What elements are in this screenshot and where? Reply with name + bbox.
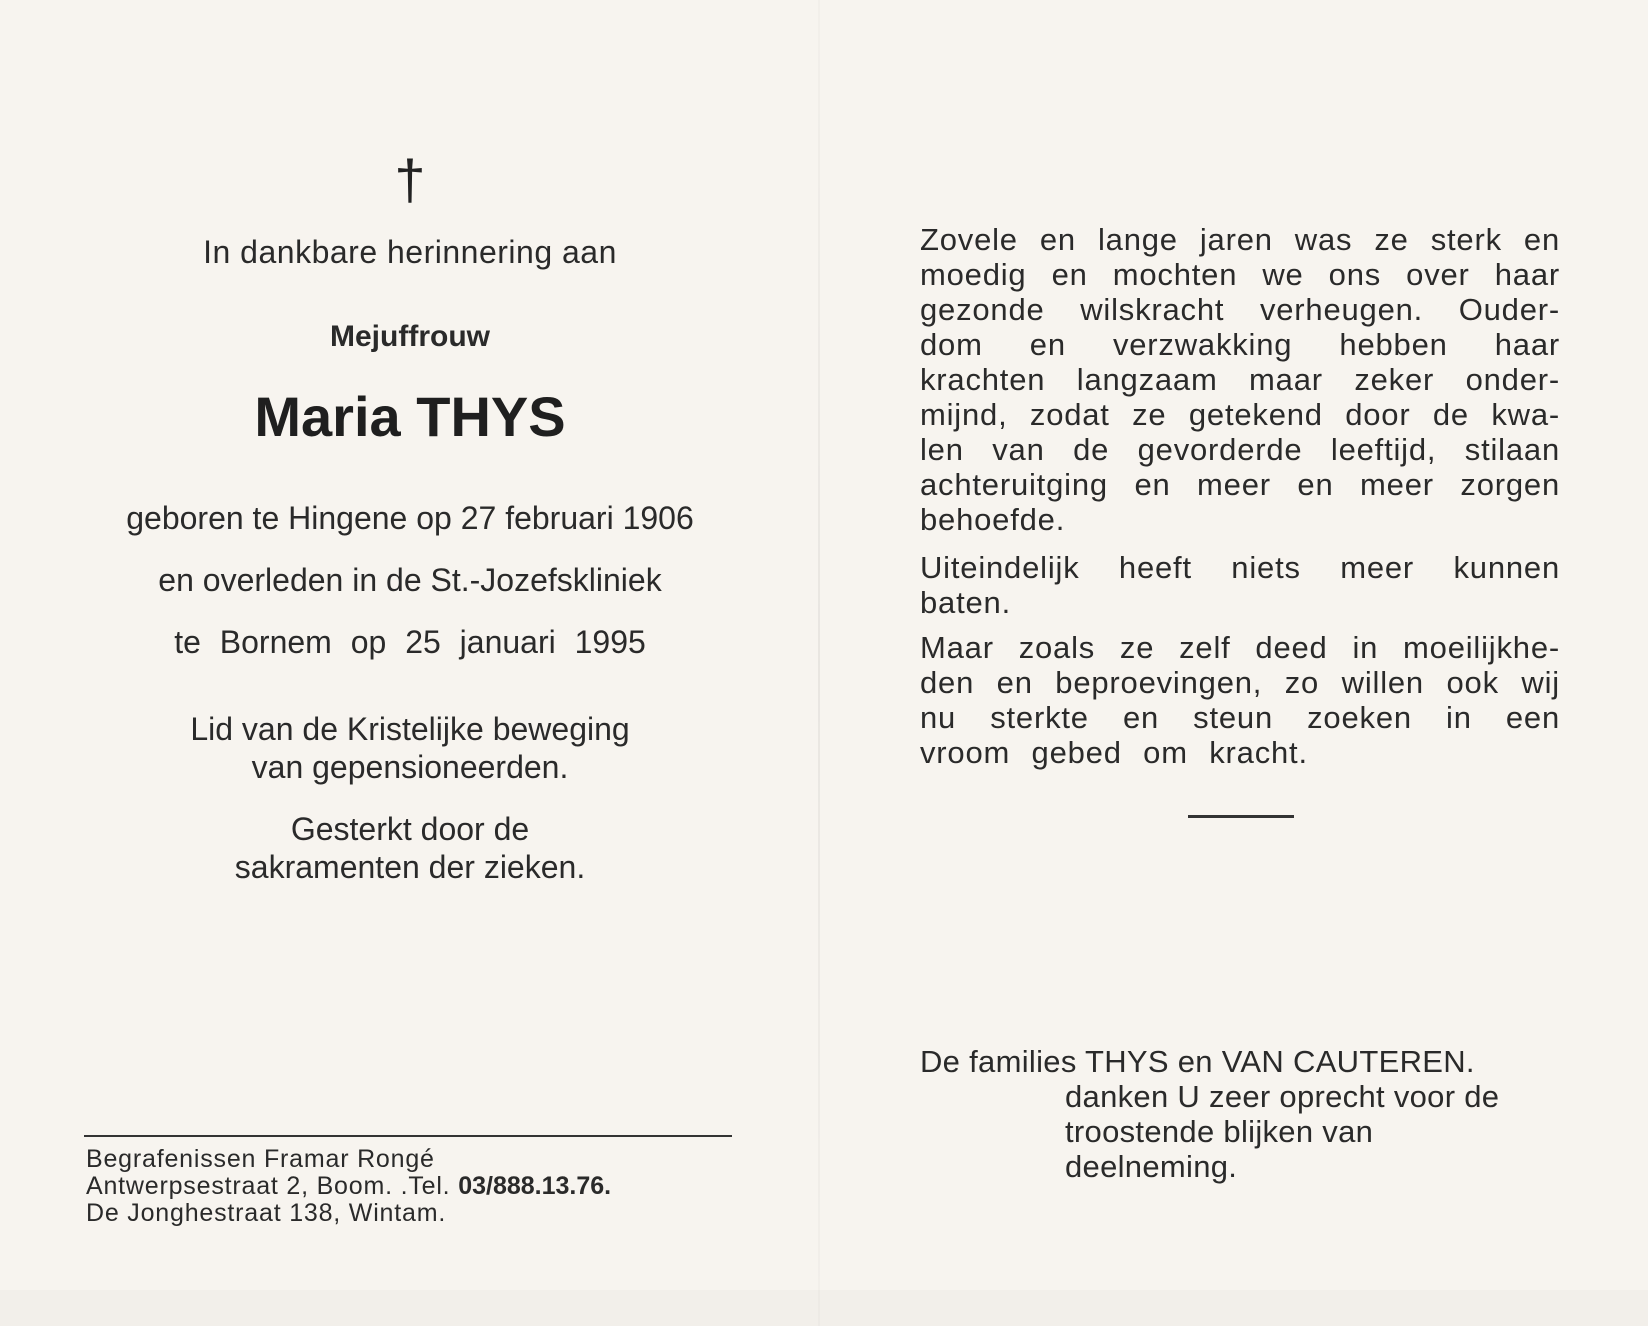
footer-telephone: 03/888.13.76. <box>458 1172 612 1200</box>
family-thanks <box>920 1044 1560 1184</box>
footer-address-boom: Antwerpsestraat 2, Boom. .Tel. <box>86 1172 459 1200</box>
paragraph-1-line: achteruitging en meer en meer zorgen <box>920 467 1560 502</box>
paragraph-2 <box>920 550 1560 620</box>
section-divider <box>1188 815 1294 818</box>
paragraph-3-line: Maar zoals ze zelf deed in moeilijkhe- <box>920 630 1560 665</box>
paragraph-1-line: gezonde wilskracht verheugen. Ouder- <box>920 292 1560 327</box>
left-panel <box>0 0 818 1326</box>
paragraph-1-line: Zovele en lange jaren was ze sterk en <box>920 222 1560 257</box>
paragraph-3-line: vroom gebed om kracht. <box>920 735 1308 770</box>
paragraph-1-line: mijnd, zodat ze getekend door de kwa- <box>920 397 1560 432</box>
paragraph-3-line: den en beproevingen, zo willen ook wij <box>920 665 1560 700</box>
thanks-line-1: De families THYS en VAN CAUTEREN. <box>920 1044 1475 1079</box>
deceased-name: Maria THYS <box>254 385 566 448</box>
intro-text: In dankbare herinnering aan <box>203 234 617 270</box>
paragraph-1-line: len van de gevorderde leeftijd, stilaan <box>920 432 1560 467</box>
footer-line-3: De Jonghestraat 138, Wintam. <box>86 1199 447 1227</box>
paragraph-1-line: krachten langzaam maar zeker onder- <box>920 362 1560 397</box>
paragraph-1 <box>920 222 1560 537</box>
right-panel <box>820 0 1648 1326</box>
thanks-line-2: danken U zeer oprecht voor de <box>1065 1079 1500 1114</box>
footer-line-2 <box>86 1173 786 1200</box>
sacrament-text <box>50 810 770 886</box>
membership-line-2: van gepensioneerden. <box>251 749 569 785</box>
footer-divider <box>84 1135 732 1137</box>
paragraph-3-line: nu sterkte en steun zoeken in een <box>920 700 1560 735</box>
cross-icon: † <box>394 148 426 211</box>
paragraph-2-line: Uiteindelijk heeft niets meer kunnen <box>920 550 1560 585</box>
thanks-line-4: deelneming. <box>1065 1149 1238 1184</box>
death-line-2: te Bornem op 25 januari 1995 <box>174 624 646 660</box>
paragraph-3 <box>920 630 1560 770</box>
birth-line: geboren te Hingene op 27 februari 1906 <box>126 500 694 536</box>
sacrament-line-2: sakramenten der zieken. <box>234 849 586 885</box>
paragraph-1-line: dom en verzwakking hebben haar <box>920 327 1560 362</box>
footer-line-1: Begrafenissen Framar Rongé <box>86 1145 435 1173</box>
membership-line-1: Lid van de Kristelijke beweging <box>190 711 630 747</box>
death-line-1: en overleden in de St.-Jozefskliniek <box>158 562 662 598</box>
sacrament-line-1: Gesterkt door de <box>290 811 530 847</box>
paragraph-1-line: moedig en mochten we ons over haar <box>920 257 1560 292</box>
membership-text <box>50 710 770 786</box>
funeral-home-footer <box>86 1146 786 1227</box>
paragraph-1-line: behoefde. <box>920 502 1066 537</box>
title-prefix: Mejuffrouw <box>330 320 490 353</box>
paragraph-2-line: baten. <box>920 585 1011 620</box>
thanks-line-3: troostende blijken van <box>1065 1114 1374 1149</box>
